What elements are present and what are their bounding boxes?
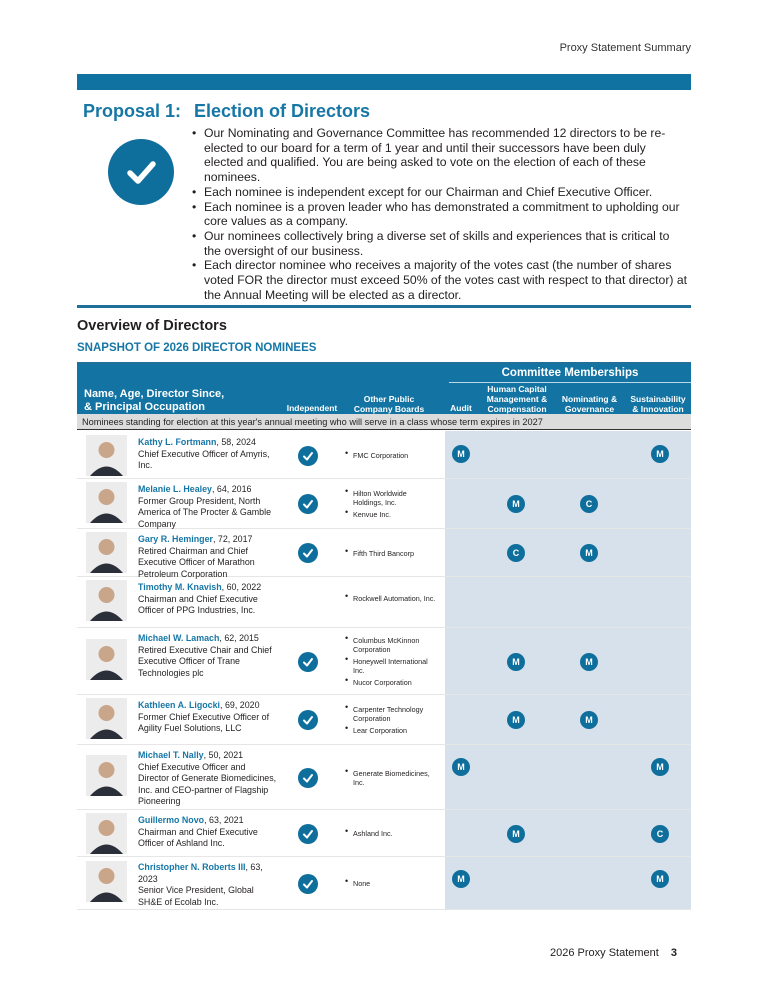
director-age-since: , 62, 2015 (219, 633, 259, 643)
committee-badge-hcmc: M (507, 653, 525, 671)
table-row (77, 529, 691, 577)
independent-check-icon (298, 543, 318, 563)
independent-check-icon (298, 494, 318, 514)
director-photo (86, 813, 127, 854)
other-boards (345, 549, 437, 561)
director-age-since: , 50, 2021 (203, 750, 244, 760)
director-name: Melanie L. Healey (138, 484, 212, 494)
director-info (138, 815, 278, 850)
table-row (77, 695, 691, 745)
director-age-since: , 63, 2021 (204, 815, 244, 825)
board-item: • Kenvue Inc. (345, 510, 437, 519)
board-item: • Columbus McKinnon Corporation (345, 636, 437, 654)
director-name: Michael T. Nally (138, 750, 204, 760)
proposal-bullet: • Each nominee is a proven leader who has demonstrated a commitment to upholding our core values as a company. (192, 200, 687, 229)
committee-badge-ng: M (580, 711, 598, 729)
committee-badge-si: M (651, 870, 669, 888)
independent-check-icon (298, 446, 318, 466)
committee-badge-hcmc: M (507, 495, 525, 513)
proposal-title: Election of Directors (194, 101, 371, 121)
other-boards (345, 705, 437, 738)
header-name-line2: & Principal Occupation (84, 401, 206, 413)
director-photo (86, 698, 127, 739)
proposal-bullet: • Our Nominating and Governance Committee has recommended 12 directors to be re-elected to our board for a term of 1 year and until their successors have been duly elected and qualified. You are being asked to vote on the election of each of these nominees. (192, 126, 687, 185)
header-independent: Independent (286, 403, 338, 413)
other-boards (345, 451, 437, 463)
director-name: Guillermo Novo (138, 815, 205, 825)
page-number: 3 (670, 947, 677, 959)
committee-badge-audit: M (452, 758, 470, 776)
other-boards (345, 879, 437, 891)
table-row (77, 857, 691, 910)
proposal-bullet: • Each director nominee who receives a majority of the votes cast (the number of shares voted FOR the director must exceed 50% of the votes cast with respect to that director) at the Annual Meeting will be elected as a director. (192, 258, 687, 302)
header-name (84, 388, 224, 414)
header-audit: Audit (450, 403, 472, 413)
board-item: • Nucor Corporation (345, 678, 437, 687)
director-age-since: , 63, 2023 (138, 862, 263, 884)
director-info (138, 534, 278, 580)
header-si-line1: Sustainability (630, 394, 686, 404)
director-info (138, 633, 278, 679)
director-age-since: , 72, 2017 (212, 534, 253, 544)
director-photo (86, 435, 127, 476)
top-bar (77, 74, 691, 90)
header-hcmc (477, 384, 557, 414)
director-photo (86, 482, 127, 523)
director-name: Gary R. Heminger (138, 534, 213, 544)
other-boards (345, 489, 437, 522)
director-occupation: Former Group President, North America of The Procter & Gamble Company (138, 495, 272, 529)
table-subheader: Nominees standing for election at this year's annual meeting who will serve in a class whose term expires in 2027 (77, 414, 691, 430)
director-name: Michael W. Lamach (138, 633, 220, 643)
director-info (138, 750, 278, 808)
table-row (77, 810, 691, 857)
director-name: Kathleen A. Ligocki (138, 700, 221, 710)
independent-check-icon (298, 652, 318, 672)
director-occupation: Former Chief Executive Officer of Agility Fuel Solutions, LLC (138, 711, 270, 733)
header-hcmc-line2: Management & (486, 394, 548, 404)
committee-badge-audit: M (452, 870, 470, 888)
board-item: • Carpenter Technology Corporation (345, 705, 437, 723)
proposal-bullet: • Our nominees collectively bring a diverse set of skills and experiences that is critical to the oversight of our business. (192, 229, 687, 258)
table-row (77, 628, 691, 695)
director-photo (86, 861, 127, 902)
snapshot-title: SNAPSHOT OF 2026 DIRECTOR NOMINEES (77, 342, 317, 354)
other-boards (345, 594, 437, 606)
committee-badge-hcmc: M (507, 825, 525, 843)
director-age-since: , 64, 2016 (212, 484, 252, 494)
committee-badge-ng: C (580, 495, 598, 513)
divider (77, 305, 691, 308)
director-name: Timothy M. Knavish (138, 582, 222, 592)
proposal-bullet: • Each nominee is independent except for our Chairman and Chief Executive Officer. (192, 185, 687, 200)
header-committee-memberships: Committee Memberships (501, 367, 639, 379)
board-item: • Lear Corporation (345, 726, 437, 735)
director-age-since: , 69, 2020 (220, 700, 260, 710)
director-info (138, 862, 278, 908)
board-item: • Hilton Worldwide Holdings, Inc. (345, 489, 437, 507)
independent-check-icon (298, 768, 318, 788)
header-si-line2: & Innovation (632, 404, 684, 414)
director-occupation: Senior Vice President, Global SH&E of Ecolab Inc. (138, 885, 254, 907)
board-item: • Generate Biomedicines, Inc. (345, 769, 437, 787)
table-row (77, 577, 691, 628)
table-row (77, 479, 691, 529)
footer (550, 947, 677, 959)
director-info (138, 484, 278, 530)
committee-badge-ng: M (580, 653, 598, 671)
other-boards (345, 636, 437, 690)
divider (449, 382, 691, 383)
director-occupation: Chairman and Chief Executive Officer of Ashland Inc. (138, 826, 258, 848)
header-boards-line2: Company Boards (353, 404, 425, 414)
overview-title: Overview of Directors (77, 318, 227, 334)
board-item: • FMC Corporation (345, 451, 437, 460)
other-boards (345, 829, 437, 841)
checkmark-icon (108, 139, 174, 205)
committee-badge-si: M (651, 445, 669, 463)
header-ng (557, 394, 622, 414)
board-item: • Rockwell Automation, Inc. (345, 594, 437, 603)
proposal-heading (83, 101, 370, 122)
committee-badge-si: C (651, 825, 669, 843)
header-boards-line1: Other Public (363, 394, 415, 404)
director-photo (86, 580, 127, 621)
director-occupation: Chairman and Chief Executive Officer of PPG Industries, Inc. (138, 593, 258, 615)
director-age-since: , 60, 2022 (221, 582, 262, 592)
director-name: Kathy L. Fortmann (138, 437, 217, 447)
header-ng-line1: Nominating & (561, 394, 618, 404)
committee-badge-hcmc: C (507, 544, 525, 562)
header-boards (349, 394, 429, 414)
director-info (138, 582, 278, 617)
director-photo (86, 532, 127, 573)
header-hcmc-line3: Compensation (487, 404, 547, 414)
independent-check-icon (298, 824, 318, 844)
other-boards (345, 769, 437, 790)
header-name-line1: Name, Age, Director Since, (84, 388, 225, 400)
director-name: Christopher N. Roberts III (138, 862, 246, 872)
board-item: • Honeywell International Inc. (345, 657, 437, 675)
director-age-since: , 58, 2024 (216, 437, 256, 447)
director-photo (86, 639, 127, 680)
committee-badge-si: M (651, 758, 669, 776)
director-info (138, 700, 278, 735)
board-item: • Ashland Inc. (345, 829, 437, 838)
director-photo (86, 755, 127, 796)
proposal-number: Proposal 1: (83, 101, 182, 121)
committee-badge-ng: M (580, 544, 598, 562)
footer-label: 2026 Proxy Statement (550, 947, 659, 959)
director-occupation: Retired Chairman and Chief Executive Officer of Marathon Petroleum Corporation (138, 545, 255, 579)
committee-badge-audit: M (452, 445, 470, 463)
header-ng-line2: Governance (564, 404, 615, 414)
table-row (77, 432, 691, 479)
header-hcmc-line1: Human Capital (487, 384, 547, 394)
table-header (77, 364, 691, 414)
committee-badge-hcmc: M (507, 711, 525, 729)
board-item: • None (345, 879, 437, 888)
board-item: • Fifth Third Bancorp (345, 549, 437, 558)
director-info (138, 437, 278, 472)
independent-check-icon (298, 710, 318, 730)
proposal-bullets (192, 126, 687, 302)
director-occupation: Chief Executive Officer and Director of Generate Biomedicines, Inc. and CEO-partner of Flagship Pioneering (138, 761, 277, 806)
header-si (625, 394, 691, 414)
director-occupation: Chief Executive Officer of Amyris, Inc. (138, 448, 270, 470)
director-occupation: Retired Executive Chair and Chief Executive Officer of Trane Technologies plc (138, 644, 272, 678)
independent-check-icon (298, 874, 318, 894)
running-head: Proxy Statement Summary (559, 42, 691, 54)
table-row (77, 745, 691, 810)
